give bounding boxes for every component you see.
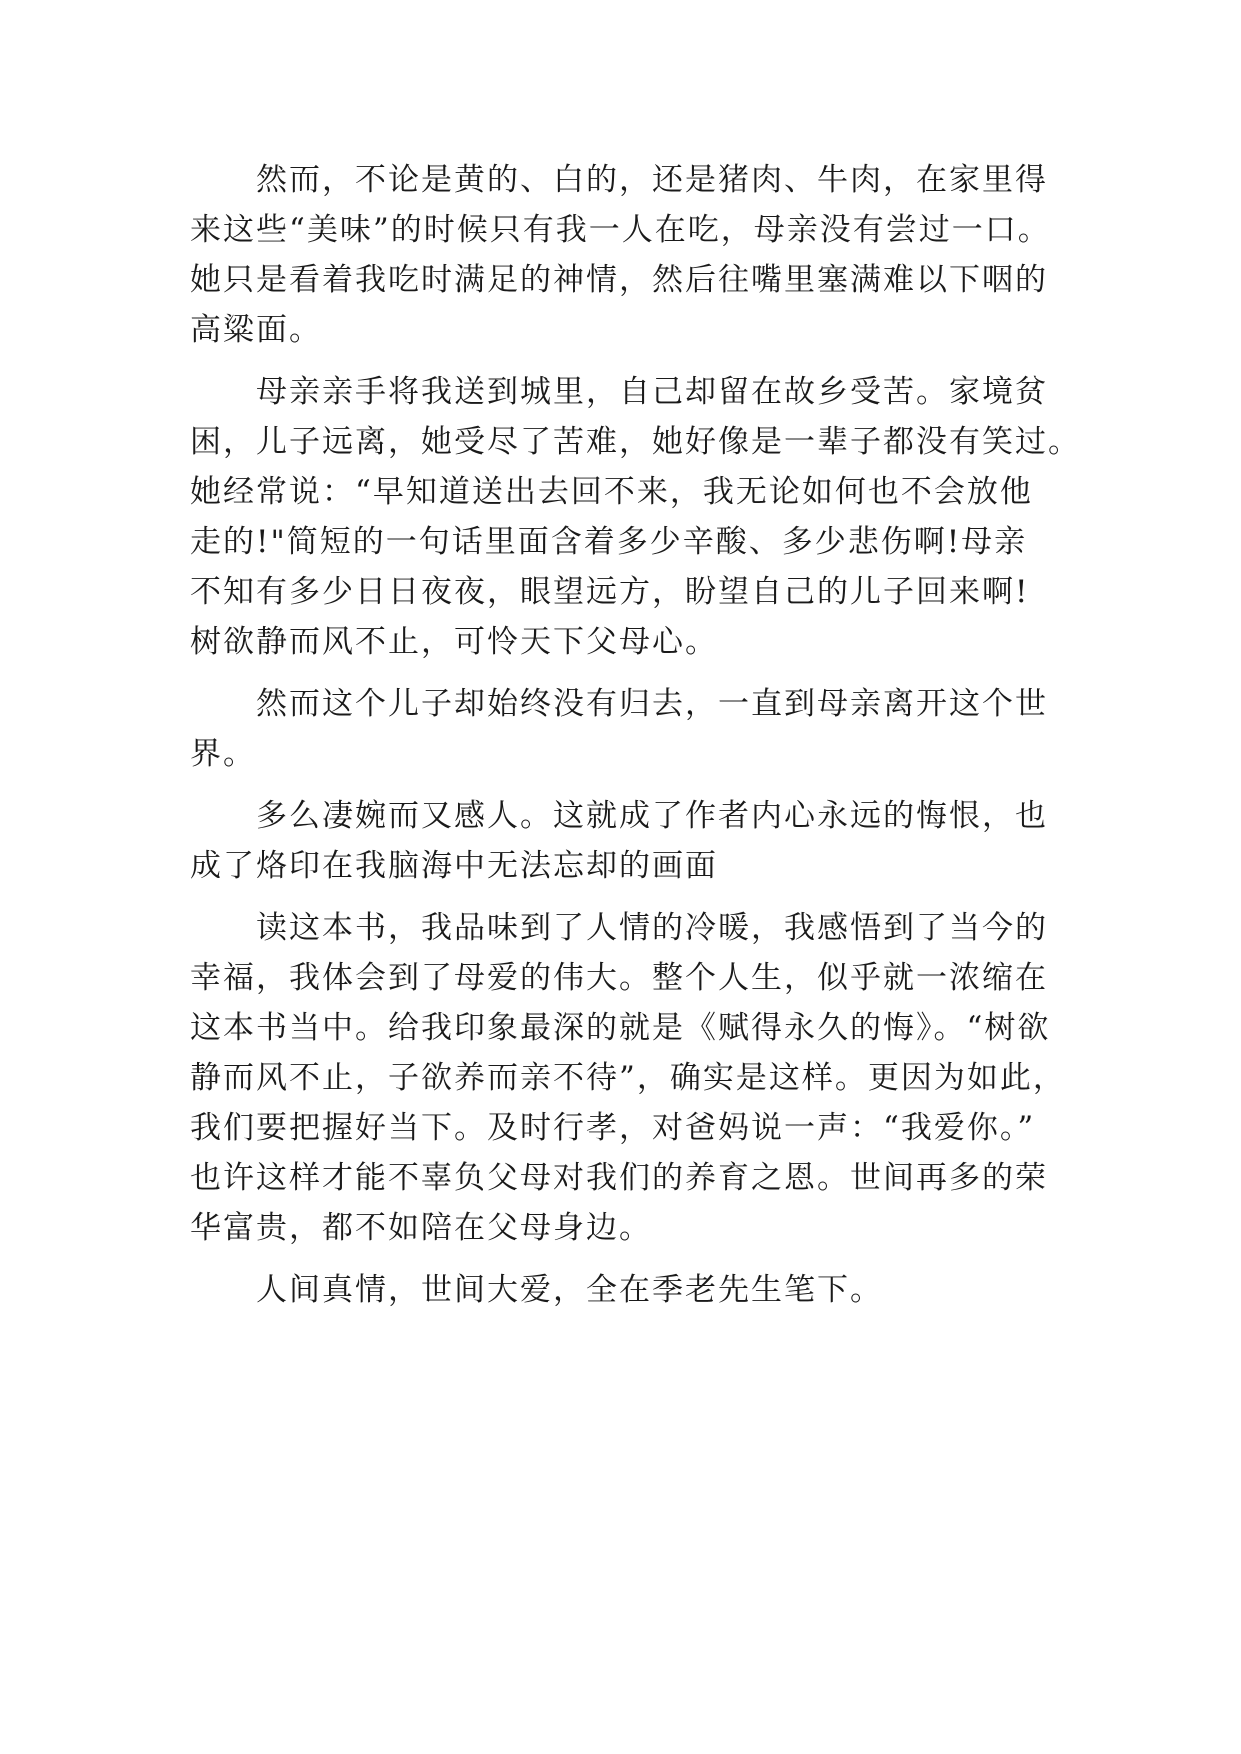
text-line: 走的!"简短的一句话里面含着多少辛酸、多少悲伤啊!母亲 (190, 524, 1028, 560)
text-line: 母亲亲手将我送到城里，自己却留在故乡受苦。家境贫 (256, 374, 1048, 410)
text-line: 然而，不论是黄的、白的，还是猪肉、牛肉，在家里得 (256, 162, 1048, 198)
document-body (190, 155, 1081, 1315)
text-line: 幸福，我体会到了母爱的伟大。整个人生，似乎就一浓缩在 (190, 960, 1048, 996)
text-line: 华富贵，都不如陪在父母身边。 (190, 1210, 652, 1246)
text-line: 静而风不止，子欲养而亲不待”，确实是这样。更因为如此， (190, 1060, 1066, 1096)
text-line: 人间真情，世间大爱，全在季老先生笔下。 (256, 1272, 883, 1308)
paragraph (190, 679, 1070, 779)
text-line: 我们要把握好当下。及时行孝，对爸妈说一声：“我爱你。” (190, 1110, 1036, 1146)
text-line: 她只是看着我吃时满足的神情，然后往嘴里塞满难以下咽的 (190, 262, 1048, 298)
paragraph (190, 155, 1070, 355)
paragraph (190, 791, 1070, 891)
text-line: 成了烙印在我脑海中无法忘却的画面 (190, 848, 718, 884)
text-line: 高粱面。 (190, 312, 322, 348)
text-line: 这本书当中。给我印象最深的就是《赋得永久的悔》。“树欲 (190, 1010, 1051, 1046)
text-line: 不知有多少日日夜夜，眼望远方，盼望自己的儿子回来啊! (190, 574, 1030, 610)
paragraph (190, 1265, 1070, 1315)
paragraph (190, 367, 1081, 667)
text-line: 多么凄婉而又感人。这就成了作者内心永远的悔恨，也 (256, 798, 1048, 834)
text-line: 树欲静而风不止，可怜天下父母心。 (190, 624, 718, 660)
paragraph (190, 903, 1070, 1253)
text-line: 她经常说：“早知道送出去回不来，我无论如何也不会放他 (190, 474, 1033, 510)
text-line: 困，儿子远离，她受尽了苦难，她好像是一辈子都没有笑过。 (190, 424, 1081, 460)
text-line: 也许这样才能不辜负父母对我们的养育之恩。世间再多的荣 (190, 1160, 1048, 1196)
text-line: 然而这个儿子却始终没有归去，一直到母亲离开这个世 (256, 686, 1048, 722)
text-line: 界。 (190, 736, 256, 772)
text-line: 来这些“美味”的时候只有我一人在吃，母亲没有尝过一口。 (190, 212, 1051, 248)
text-line: 读这本书，我品味到了人情的冷暖，我感悟到了当今的 (256, 910, 1048, 946)
